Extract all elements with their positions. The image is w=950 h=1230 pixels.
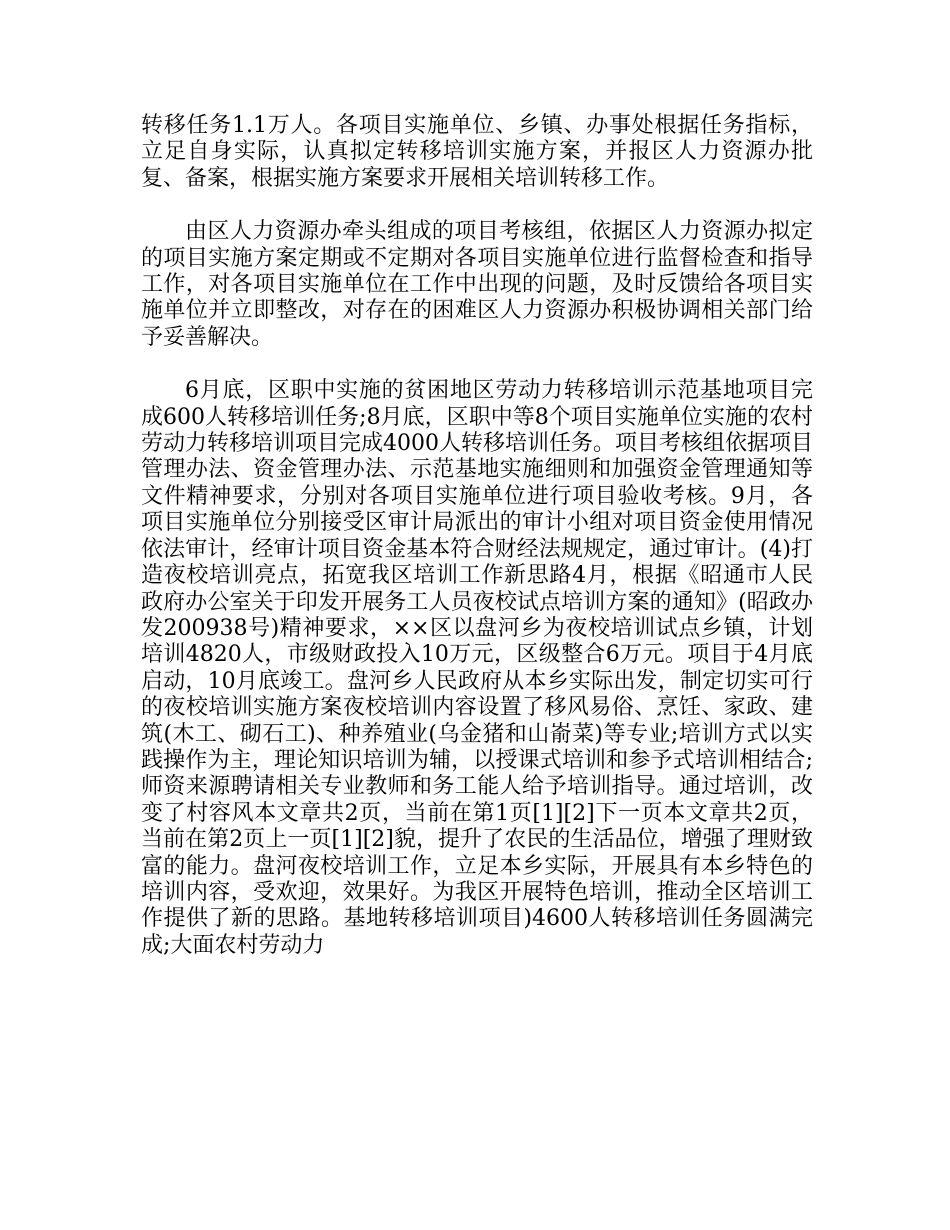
document-body — [141, 113, 813, 959]
paragraph-1: 转移任务1.1万人。各项目实施单位、乡镇、办事处根据任务指标，立足自身实际，认真拟定转移培训实施方案，并报区人力资源办批复、备案，根据实施方案要求开展相关培训转移工作。 — [141, 113, 813, 191]
paragraph-3: 6月底，区职中实施的贫困地区劳动力转移培训示范基地项目完成600人转移培训任务;8月底，区职中等8个项目实施单位实施的农村劳动力转移培训项目完成4000人转移培训任务。项目考核组依据项目管理办法、资金管理办法、示范基地实施细则和加强资金管理通知等文件精神要求，分别对各项目实施单位进行项目验收考核。9月，各项目实施单位分别接受区审计局派出的审计小组对项目资金使用情况依法审计，经审计项目资金基本符合财经法规规定，通过审计。(4)打造夜校培训亮点，拓宽我区培训工作新思路4月，根据《昭通市人民政府办公室关于印发开展务工人员夜校试点培训方案的通知》(昭政办发200938号)精神要求，××区以盘河乡为夜校培训试点乡镇，计划培训4820人，市级财政投入10万元，区级整合6万元。项目于4月底启动，10月底竣工。盘河乡人民政府从本乡实际出发，制定切实可行的夜校培训实施方案夜校培训内容设置了移风易俗、烹饪、家政、建筑(木工、砌石工)、种养殖业(乌金猪和山嵛菜)等专业;培训方式以实践操作为主，理论知识培训为辅，以授课式培训和参予式培训相结合;师资来源聘请相关专业教师和务工能人给予培训指导。通过培训，改变了村容风本文章共2页，当前在第1页[1][2]下一页本文章共2页，当前在第2页上一页[1][2]貌，提升了农民的生活品位，增强了理财致富的能力。盘河夜校培训工作，立足本乡实际，开展具有本乡特色的培训内容，受欢迎，效果好。为我区开展特色培训，推动全区培训工作提供了新的思路。基地转移培训项目)4600人转移培训任务圆满完成;大面农村劳动力 — [141, 378, 813, 958]
paragraph-2: 由区人力资源办牵头组成的项目考核组，依据区人力资源办拟定的项目实施方案定期或不定期对各项目实施单位进行监督检查和指导工作，对各项目实施单位在工作中出现的问题，及时反馈给各项目实施单位并立即整改，对存在的困难区人力资源办积极协调相关部门给予妥善解决。 — [141, 219, 813, 350]
